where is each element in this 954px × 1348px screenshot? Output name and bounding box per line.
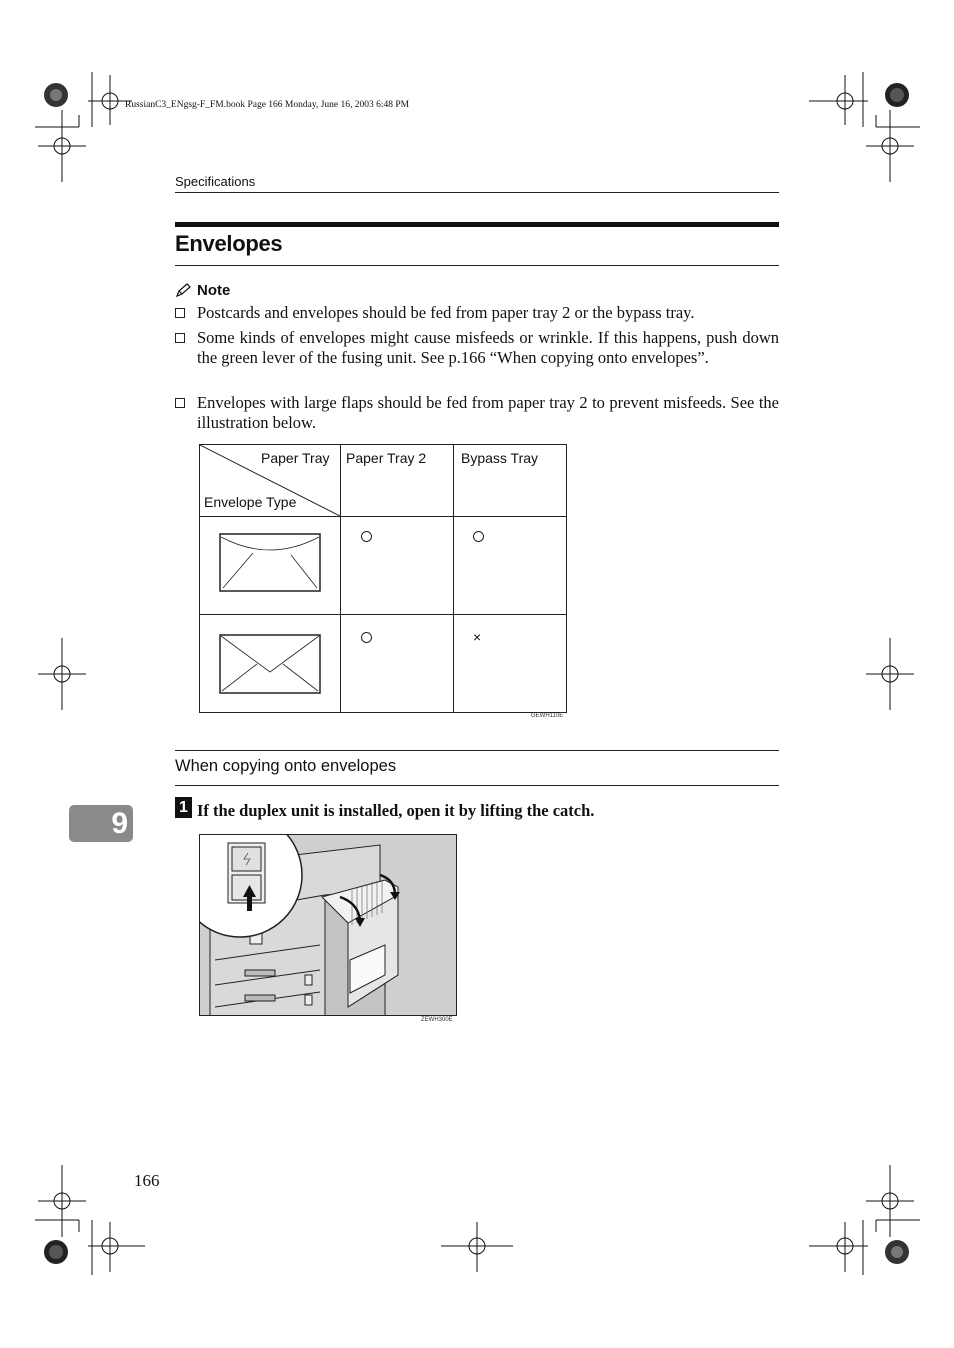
unsupported-mark: ×	[473, 629, 482, 645]
figure-code: ZEWH300E	[421, 1017, 453, 1023]
subsection-title: When copying onto envelopes	[175, 757, 397, 775]
title-rule	[175, 265, 779, 266]
small-flap-envelope-icon	[219, 533, 322, 593]
printer-illustration-icon	[200, 835, 457, 1016]
section-rule	[175, 222, 779, 227]
table-divider	[453, 445, 454, 712]
checkbox-bullet-icon	[175, 333, 185, 343]
checkbox-bullet-icon	[175, 308, 185, 318]
note-item-text: Some kinds of envelopes might cause misfeeds or wrinkle. If this happens, push down the green lever of the fusing unit. See p.166 “When copying onto envelopes”.	[197, 328, 779, 367]
note-item	[175, 393, 779, 433]
subsection-rule	[175, 750, 779, 751]
printer-header: RussianC3_ENgsg-F_FM.book Page 166 Monday, June 16, 2003 6:48 PM	[125, 100, 410, 110]
supported-mark	[361, 531, 372, 542]
checkbox-bullet-icon	[175, 398, 185, 408]
step-number: 1	[175, 797, 192, 818]
note-item	[175, 303, 779, 323]
running-head: Specifications	[175, 174, 256, 189]
note-item	[175, 328, 779, 368]
envelope-feed-table	[199, 444, 567, 713]
pencil-icon	[175, 283, 192, 298]
table-divider	[200, 516, 566, 517]
duplex-unit-illustration	[199, 834, 457, 1016]
table-divider	[340, 445, 341, 712]
note-label: Note	[197, 282, 231, 299]
large-flap-envelope-icon	[219, 634, 322, 695]
step-instruction: If the duplex unit is installed, open it by lifting the catch.	[197, 801, 595, 820]
header-rule	[175, 192, 779, 193]
corner-header-bottom: Envelope Type	[204, 494, 297, 510]
column-header-bypass-tray: Bypass Tray	[461, 450, 539, 466]
figure-code: GEWH110E	[531, 713, 564, 719]
supported-mark	[361, 632, 372, 643]
column-header-paper-tray-2: Paper Tray 2	[346, 450, 427, 466]
note-item-text: Envelopes with large flaps should be fed from paper tray 2 to prevent misfeeds. See the illustration below.	[197, 393, 779, 432]
table-divider	[200, 614, 566, 615]
supported-mark	[473, 531, 484, 542]
section-title: Envelopes	[175, 231, 283, 256]
note-item-text: Postcards and envelopes should be fed from paper tray 2 or the bypass tray.	[197, 303, 695, 322]
note-heading	[175, 282, 230, 299]
corner-header-top: Paper Tray	[261, 450, 330, 466]
subsection-rule	[175, 785, 779, 786]
chapter-tab: 9	[69, 805, 133, 842]
page-number: 166	[134, 1171, 160, 1190]
